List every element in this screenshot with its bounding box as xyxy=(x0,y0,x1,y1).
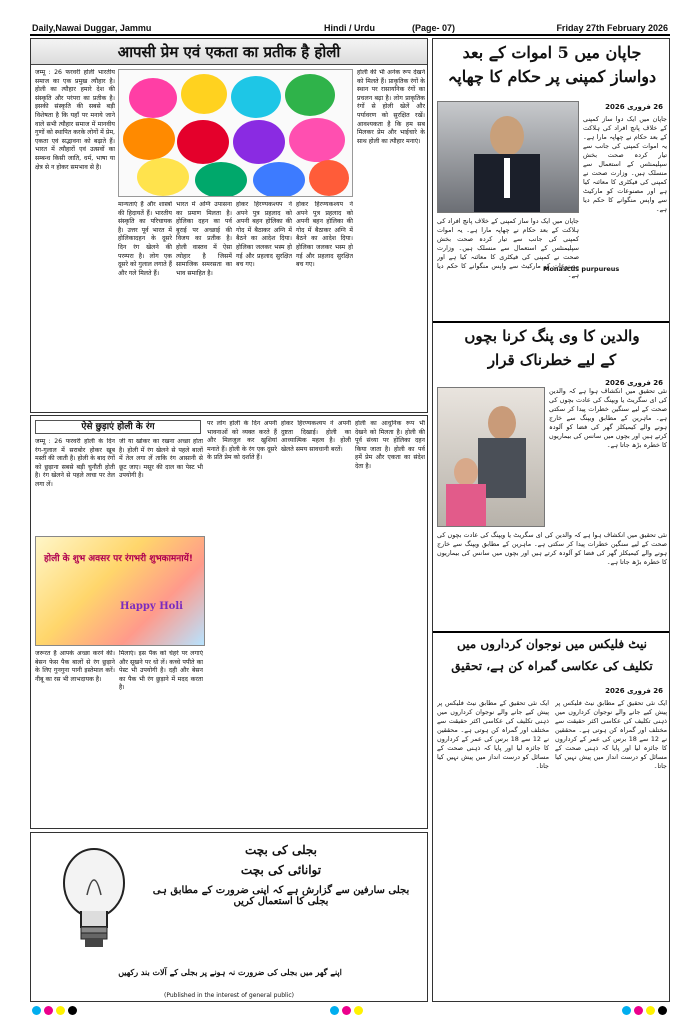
holi-colors-subhead: ऐसे छुड़ाएं होली के रंग xyxy=(35,420,201,434)
holi-article xyxy=(30,38,428,413)
holi-greeting-card xyxy=(35,536,205,646)
notice-caption: (Published in the interest of general public) xyxy=(164,992,294,999)
holi-colors-col4: होकर हिरण्यकश्यप ने अपनी दुष्टता दिखाई। होली का आध्यात्मिक महत्व है। होली खेलते समय सावधानी बरतें। xyxy=(281,420,351,453)
vaping-article-head1: والدین کا وی پنگ کرنا بچوں xyxy=(464,327,640,345)
holi-colors-col3: पर लोग होली के दिन अपनी भावनाओं को व्यक्त करते हैं और मिलजुल कर खुशियां मनाते हैं। होली के रंग एक दूसरे के प्रति प्रेम को दर्शाते हैं। xyxy=(207,420,277,462)
holi-article-col4b: होकर हिरण्यकश्यप ने अपने पुत्र प्रहलाद को अपनी बहन होलिका की गोद में बैठाकर अग्नि में बैठने का आदेश दिया। होलिका जलकर भस्म हो गई और प्रहलाद सुरक्षित बच गए। xyxy=(296,201,353,269)
netflix-article-head1: نیٹ فلیکس میں نوجوان کرداروں میں xyxy=(457,637,647,651)
language-label: Hindi / Urdu xyxy=(324,23,375,33)
urdu-column xyxy=(432,38,670,1002)
netflix-article-date: 26 فروری 2026 xyxy=(605,687,663,695)
notice-line4: اپنے گھر میں بجلی کی ضرورت نہ ہونے پر بجلی کے آلات بند رکھیں xyxy=(118,967,342,977)
notice-line2: توانائی کی بچت xyxy=(240,863,322,877)
holi-article-col4: होकर हिरण्यकश्यप ने अपने पुत्र प्रहलाद को अपनी बहन होलिका की गोद में बैठाकर अग्नि में बैठने का आदेश दिया। होलिका जलकर भस्म हो गई और प्रहलाद सुरक्षित बच गए। xyxy=(236,201,292,269)
holi-article-col5: होली की भी अनेक रूप देखने को मिलते हैं। प्राकृतिक रंगों के स्थान पर रासायनिक रंगों का प्रचलन बढ़ा है। लोग प्राकृतिक रंगों से होली खेलें और पर्यावरण को सुरक्षित रखें। आवश्यकता है कि हम सब मिलकर प्रेम और भाईचारे के साथ होली का त्यौहार मनाएं। xyxy=(357,69,425,145)
issue-date: Friday 27th February 2026 xyxy=(556,23,668,33)
page-number: (Page- 07) xyxy=(412,23,456,33)
netflix-article-body-col2: ایک نئی تحقیق کے مطابق نیٹ فلیکس پر پیش کیے جانے والے نوجوان کرداروں میں ذہنی تکلیف کی عکاسی اکثر حقیقت سے مختلف اور گمراہ کن ہوتی ہے۔ محققین نے 12 سے 18 برس کی عمر کے کرداروں کا جائزہ لیا اور پایا کہ ذہنی صحت کے مسائل کو درست انداز میں پیش نہیں کیا جاتا۔ xyxy=(555,699,667,770)
vaping-article-body: نئی تحقیق میں انکشاف ہوا ہے کہ والدین کی ای سگریٹ یا ویپنگ کی عادت بچوں کی صحت کے لیے سنگین خطرات پیدا کر سکتی ہے۔ ماہرین کے مطابق ویپنگ سے خارج ہونے والے کیمیکلز گھر کی فضا کو آلودہ کرتے ہیں اور بچوں میں سانس کی بیماریوں کا خطرہ بڑھ جاتا ہے۔ xyxy=(549,387,667,449)
light-bulb-icon xyxy=(59,845,129,965)
energy-saving-notice xyxy=(30,832,428,1002)
notice-line3: بجلی سارفین سے گزارش ہے کہ اپنی ضرورت کے مطابق ہی بجلی کا استعمال کریں xyxy=(152,885,410,907)
japan-article-date: 26 فروری 2026 xyxy=(605,103,663,111)
netflix-article-body-col1: ایک نئی تحقیق کے مطابق نیٹ فلیکس پر پیش کیے جانے والے نوجوان کرداروں میں ذہنی تکلیف کی عکاسی اکثر حقیقت سے مختلف اور گمراہ کن ہوتی ہے۔ محققین نے 12 سے 18 برس کی عمر کے کرداروں کا جائزہ لیا اور پایا کہ ذہنی صحت کے مسائل کو درست انداز میں پیش نہیں کیا جاتا۔ xyxy=(437,699,549,770)
vaping-article-head2: کے لیے خطرناک قرار xyxy=(487,351,617,369)
masthead xyxy=(30,22,670,36)
japan-officials-photo xyxy=(437,101,579,213)
greeting-hindi-text: होली के शुभ अवसर पर रंगभरी शुभकामनायें! xyxy=(44,554,193,564)
holi-colors-col2: जी या खोकर का रखना अच्छा होता है। होली में रंग खेलने से पहले बालों में तेल लगा लें ताकि रंग आसानी से छूट जाए। मसूर की दाल का पेस्ट भी उपयोगी है। xyxy=(119,438,203,480)
japan-article-head2: دواساز کمپنی پر حکام کا چھاپہ xyxy=(447,67,657,86)
holi-colors-col5: होली का आधुनिक रूप भी देखने को मिलता है। होली की पूर्व संध्या पर होलिका दहन किया जाता है। होली का पर्व हमें प्रेम और एकता का संदेश देता है। xyxy=(355,420,425,470)
holi-article-col3: भारत में अग्नि उपासना का प्रमाण मिलता है। होलिका दहन का पर्व बुराई पर अच्छाई की विजय का प्रतीक है। होली वास्तव में ऐसा त्योहार है जिसमें सामाजिक समरसता का भाव समाहित है। xyxy=(176,201,232,277)
holi-colors-col1: जम्मू : 26 फरवरी होली के दिन रंग-गुलाल में सराबोर होकर खूब मस्ती की जाती है। होली के बाद रंगों को छुड़ाना सबसे बड़ी चुनौती होती है। रंग खेलने से पहले त्वचा पर तेल लगा लें। xyxy=(35,438,115,488)
registration-marks xyxy=(30,1005,670,1017)
netflix-article-head2: تکلیف کی عکاسی گمراہ کن ہے، تحقیق xyxy=(451,659,653,673)
holi-colors-lower-col2: मिलाएं। इस पैक को चेहरे पर लगाएं और सूखने पर धो लें। कच्चे पपीते का पेस्ट भी उपयोगी है। दही और बेसन का पैक भी रंग छुड़ाने में मदद करता है। xyxy=(119,650,203,692)
greeting-happy-holi: Happy Holi xyxy=(120,601,183,612)
father-daughter-photo xyxy=(437,387,545,527)
japan-article-body-col2: جاپان میں ایک دوا ساز کمپنی کے خلاف پانچ افراد کی ہلاکت کے بعد حکام نے چھاپہ مارا ہے۔ یہ اموات کمپنی کی جانب سے تیار کردہ صحت بخش سپلیمنٹس کے استعمال سے منسلک ہیں۔ وزارت صحت نے کمپنی کی فیکٹری کا معائنہ کیا ہے اور مصنوعات کو مارکیٹ سے واپس منگوانے کا حکم دیا ہے۔ xyxy=(583,115,667,213)
notice-line1: بجلی کی بچت xyxy=(245,843,317,857)
holi-colors-photo xyxy=(118,69,353,197)
holi-colors-lower-col1: जरूरत है आपके अच्छा करने की। बेसन फेस पैक बालों से रंग छुड़ाने के लिए गुनगुना पानी इस्तेमाल करें। नीबू का रस भी लाभदायक है। xyxy=(35,650,115,683)
holi-article-title: आपसी प्रेम एवं एकता का प्रतीक है होली xyxy=(31,39,427,65)
vaping-article-date: 26 فروری 2026 xyxy=(605,379,663,387)
japan-article-body: جاپان میں ایک دوا ساز کمپنی کے خلاف پانچ افراد کی ہلاکت کے بعد حکام نے چھاپہ مارا ہے۔ یہ اموات کمپنی کی جانب سے تیار کردہ صحت بخش سپلیمنٹس کے استعمال سے منسلک ہیں۔ وزارت صحت نے کمپنی کی فیکٹری کا معائنہ کیا ہے اور مصنوعات کو مارکیٹ سے واپس منگوانے کا حکم دیا ہے۔ xyxy=(437,217,579,279)
holi-colors-article xyxy=(30,415,428,829)
publication-name: Daily,Nawai Duggar, Jammu xyxy=(32,23,152,33)
japan-article-caption: Monascus purpureus xyxy=(543,265,620,273)
vaping-article-body-cont: نئی تحقیق میں انکشاف ہوا ہے کہ والدین کی ای سگریٹ یا ویپنگ کی عادت بچوں کی صحت کے لیے سنگین خطرات پیدا کر سکتی ہے۔ ماہرین کے مطابق ویپنگ سے خارج ہونے والے کیمیکلز گھر کی فضا کو آلودہ کرتے ہیں اور بچوں میں سانس کی بیماریوں کا خطرہ بڑھ جاتا ہے۔ xyxy=(437,531,667,566)
holi-article-col2: मान्यताएं हैं और शास्त्रों की हिदायतें हैं। भारतीय संस्कृति का परिचायक है। उत्तर पूर्व भारत में होलिकादहन के दूसरे दिन रंग खेलने की परम्परा है। लोग एक दूसरे को गुलाल लगाते हैं और गले मिलते हैं। xyxy=(118,201,172,277)
japan-article-head1: جاپان میں 5 اموات کے بعد xyxy=(462,43,642,62)
holi-article-col1: जम्मू : 26 फरवरी होली भारतीय समाज का एक प्रमुख त्यौहार है। होली का त्यौहार हमारे देश की संस्कृति और परंपरा का प्रतीक है। इसकी संस्कृति की सबसे बड़ी विशेषता है कि यहाँ पर मनाये जाने वाले सभी त्यौहार समाज में मानवीय गुणों को स्थापित करके लोगों में प्रेम, एकता एवं सद्भावना को बढ़ाते हैं। भारत में त्यौहारों एवं उत्सवों का सम्बन्ध किसी जाति, धर्म, भाषा या क्षेत्र से न होकर समभाव से है। xyxy=(35,69,115,171)
